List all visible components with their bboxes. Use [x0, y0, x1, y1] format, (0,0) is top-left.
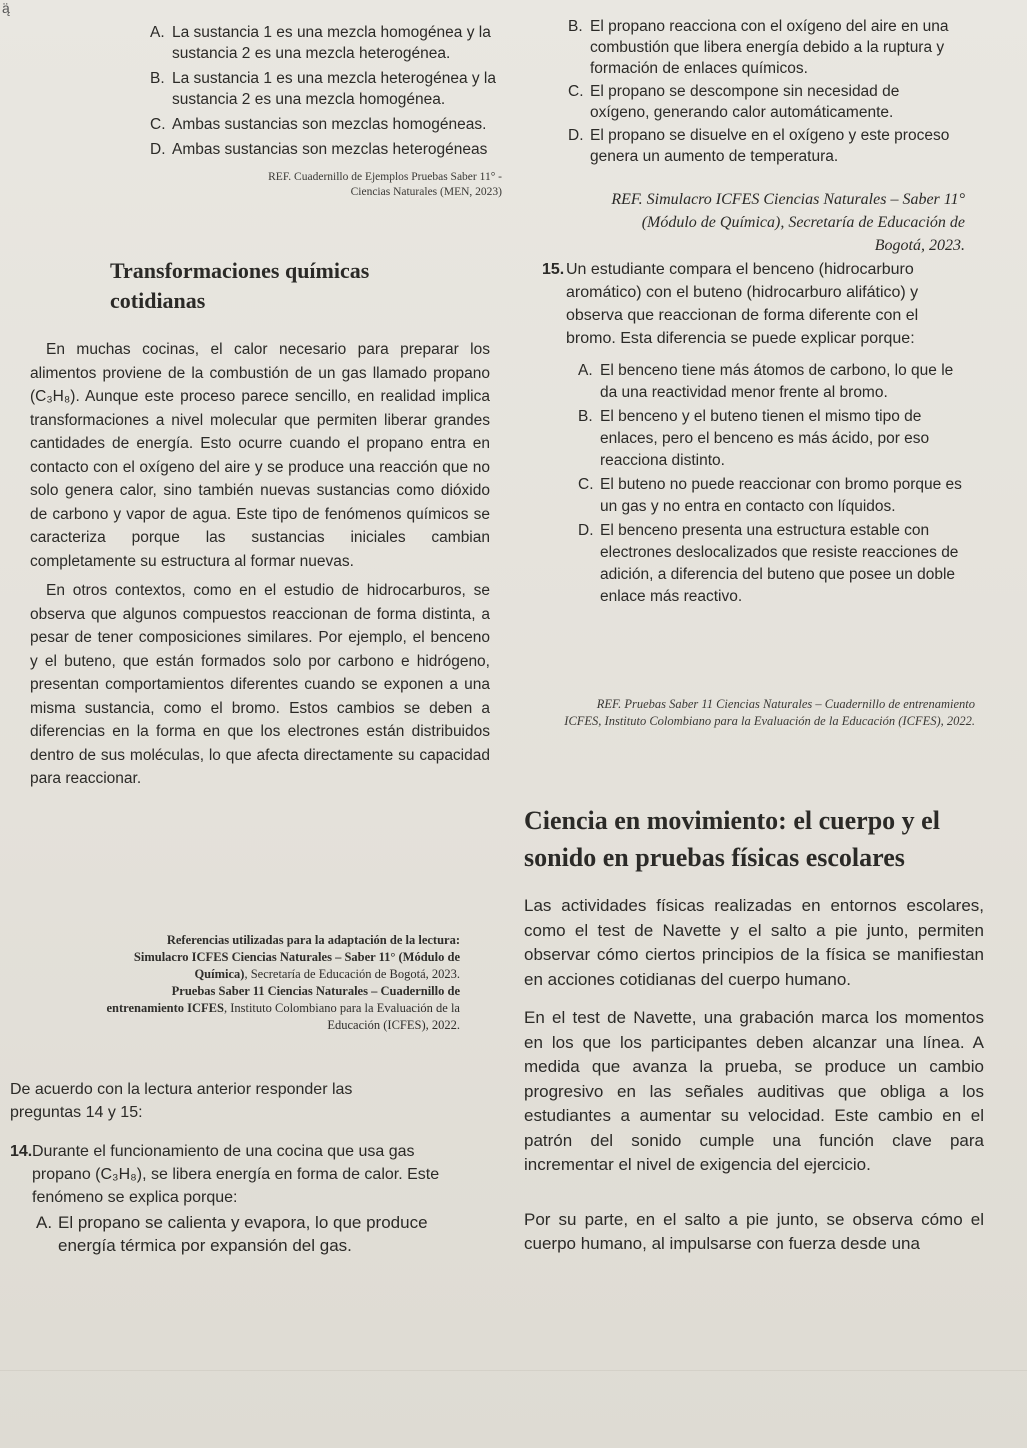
question-15: [542, 258, 972, 610]
references-block: [100, 932, 460, 1034]
q14-stem: 14.Durante el funcionamiento de una cocina que usa gas propano (C₃H₈), se libera energía en forma de calor. Este fenómeno se explica porque:: [10, 1143, 440, 1206]
q15-option-a: A. El benceno tiene más átomos de carbono, lo que le da una reactividad menor frente al bromo.: [578, 362, 954, 401]
reading2-paragraph-1: Las actividades físicas realizadas en entornos escolares, como el test de Navette y el salto a pie junto, permiten observar cómo ciertos principios de la física se manifiestan en acciones cotidianas del cuerpo humano.: [524, 896, 984, 989]
reading2-title: Ciencia en movimiento: el cuerpo y el sonido en pruebas físicas escolares: [524, 806, 940, 872]
references-heading: Referencias utilizadas para la adaptación de la lectura:: [166, 933, 460, 947]
corner-mark: ą̈: [2, 0, 10, 16]
q14-option-a: A. El propano se calienta y evapora, lo que produce energía térmica por expansión del gas.: [36, 1213, 428, 1255]
q15-option-d: D. El benceno presenta una estructura estable con electrones deslocalizados que resiste reacciones de adición, a diferencia del buteno que posee un doble enlace más reactivo.: [578, 522, 959, 605]
right-option-b: B. El propano reacciona con el oxígeno del aire en una combustión que libera energía debido a la ruptura y formación de enlaces químicos.: [568, 18, 949, 77]
q13-options: [150, 22, 508, 162]
reading2: [524, 802, 984, 1257]
right-top-reference: REF. Simulacro ICFES Ciencias Naturales – Saber 11° (Módulo de Química), Secretaría de Educación de Bogotá, 2023.: [611, 191, 965, 254]
reading1-title: Transformaciones químicas cotidianas: [110, 258, 370, 313]
instructions-text: De acuerdo con la lectura anterior responder las preguntas 14 y 15:: [10, 1081, 353, 1121]
question-14: [10, 1140, 450, 1257]
reading1-title-box: [110, 256, 410, 316]
q13-reference: REF. Cuadernillo de Ejemplos Pruebas Saber 11° - Ciencias Naturales (MEN, 2023): [268, 171, 502, 198]
q13-option-b: B. La sustancia 1 es una mezcla heterogénea y la sustancia 2 es una mezcla homogénea.: [150, 70, 496, 108]
right-option-d: D. El propano se disuelve en el oxígeno y este proceso genera un aumento de temperatura.: [568, 127, 950, 165]
q13-option-d: D. Ambas sustancias son mezclas heterogéneas: [150, 141, 488, 158]
page-fold-line: [0, 1370, 1027, 1371]
q13-option-a: A. La sustancia 1 es una mezcla homogénea y la sustancia 2 es una mezcla heterogénea.: [150, 24, 491, 62]
reading1-body: [30, 338, 490, 791]
reading1-paragraph-2: En otros contextos, como en el estudio de hidrocarburos, se observa que algunos compuestos reaccionan de forma distinta, a pesar de tener composiciones similares. Por ejemplo, el benceno y el buteno, que están formados solo por carbono e hidrógeno, presentan comportamientos diferentes cuando se exponen a una misma sustancia, como el bromo. Estos cambios se deben a diferencias en la forma en que los electrones están distribuidos dentro de sus moléculas, lo que afecta directamente su capacidad para reaccionar.: [30, 582, 490, 787]
reference-1: Simulacro ICFES Ciencias Naturales – Saber 11° (Módulo de Química), Secretaría de Educación de Bogotá, 2023.: [133, 950, 460, 981]
reading1-paragraph-1: En muchas cocinas, el calor necesario para preparar los alimentos proviene de la combustión de un gas llamado propano (C₃H₈). Aunque este proceso parece sencillo, en realidad implica transformaciones a nivel molecular que permiten liberar grandes cantidades de energía. Esto ocurre cuando el propano entra en contacto con el oxígeno del aire y se produce una reacción que no solo genera calor, sino también nuevas sustancias como dióxido de carbono y vapor de agua. Este tipo de fenómenos químicos se caracteriza porque las sustancias iniciales cambian completamente su estructura al formar nuevas.: [30, 341, 490, 570]
instructions: [10, 1078, 410, 1124]
reading2-paragraph-2: En el test de Navette, una grabación marca los momentos en los que los participantes deben alcanzar una línea. A medida que avanza la prueba, se produce un cambio progresivo en las señales auditivas que obliga a los estudiantes a aumentar su velocidad. Este cambio en el patrón del sonido cumple una función clave para incrementar el nivel de exigencia del ejercicio.: [524, 1008, 984, 1174]
q-right-top-options: [568, 16, 960, 169]
right-option-c: C. El propano se descompone sin necesidad de oxígeno, generando calor automáticamente.: [568, 83, 900, 121]
reference-2: Pruebas Saber 11 Ciencias Naturales – Cuadernillo de entrenamiento ICFES, Instituto Colombiano para la Evaluación de la Educación (ICFES), 2022.: [106, 984, 460, 1032]
q15-stem: 15. Un estudiante compara el benceno (hidrocarburo aromático) con el buteno (hidrocarburo alifático) y observa que reaccionan de forma diferente con el bromo. Esta diferencia se puede explicar porque:: [542, 261, 919, 347]
q15-reference: REF. Pruebas Saber 11 Ciencias Naturales – Cuadernillo de entrenamiento ICFES, Instituto Colombiano para la Evaluación de la Educación (ICFES), 2022.: [564, 697, 975, 728]
q15-option-c: C. El buteno no puede reaccionar con bromo porque es un gas y no entra en contacto con líquidos.: [578, 476, 962, 515]
reading2-paragraph-3: Por su parte, en el salto a pie junto, se observa cómo el cuerpo humano, al impulsarse con fuerza desde una: [524, 1209, 984, 1253]
q15-options: [542, 360, 972, 608]
q13-option-c: C. Ambas sustancias son mezclas homogéneas.: [150, 116, 487, 133]
q15-option-b: B. El benceno y el buteno tienen el mismo tipo de enlaces, pero el benceno es más ácido, por eso reacciona distinto.: [578, 408, 930, 469]
